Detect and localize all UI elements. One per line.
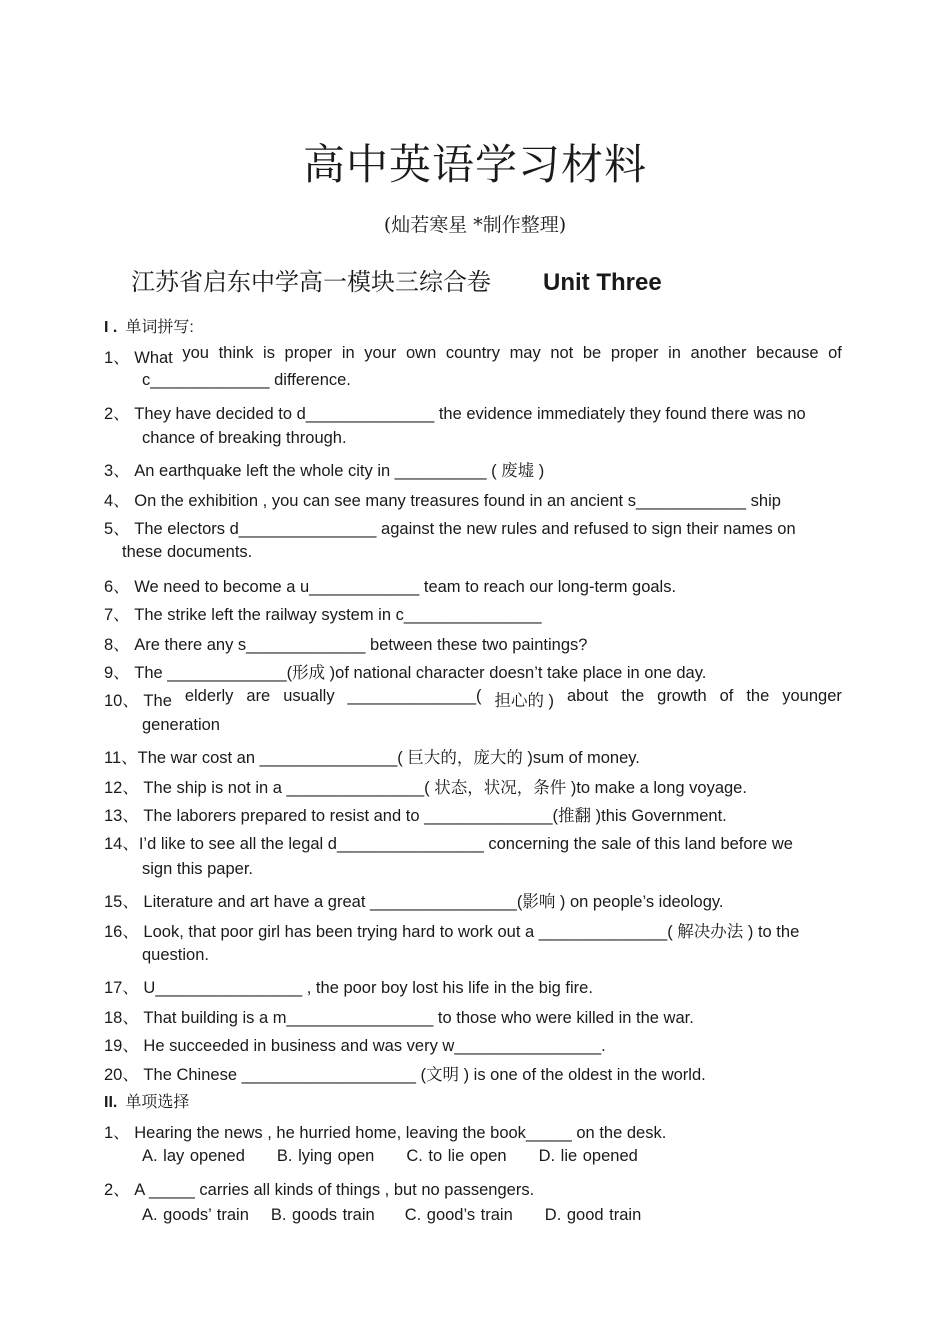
word: is xyxy=(263,344,275,362)
word: of xyxy=(828,344,842,362)
mc-question-1-options xyxy=(142,1147,670,1166)
word: in xyxy=(341,344,355,362)
word: be xyxy=(582,344,602,362)
word: 1、 What xyxy=(104,349,173,367)
question-9: 9、 The _____________(形成 )of national character doesn’t take place in one day. xyxy=(104,664,707,682)
question-2-line-2: chance of breaking through. xyxy=(142,429,347,447)
word: 10、 The xyxy=(104,692,172,710)
question-14-line-2: sign this paper. xyxy=(142,860,253,878)
word: your xyxy=(364,344,397,362)
word: ______________( xyxy=(347,687,482,705)
word: about xyxy=(567,687,609,705)
word: 担心的 ) xyxy=(494,692,555,710)
word: think xyxy=(218,344,254,362)
option-d: D. lie opened xyxy=(538,1147,638,1165)
mc-question-2-options xyxy=(142,1206,673,1225)
word: the xyxy=(621,687,645,705)
question-3: 3、 An earthquake left the whole city in __________ ( 废墟 ) xyxy=(104,462,545,480)
unit-label: Unit Three xyxy=(543,269,662,296)
question-16-line-1: 16、 Look, that poor girl has been trying hard to work out a ______________( 解决办法 ) to the xyxy=(104,923,800,941)
option-b: B. lying open xyxy=(276,1147,375,1165)
word: another xyxy=(690,344,747,362)
word: proper xyxy=(610,344,659,362)
exam-title-text: 江苏省启东中学高一模块三综合卷 xyxy=(131,268,491,296)
word: growth xyxy=(657,687,707,705)
section-label: 单项选择 xyxy=(125,1094,190,1111)
question-1-line-2: c_____________ difference. xyxy=(142,371,351,389)
word: elderly xyxy=(184,687,234,705)
section-number: I . xyxy=(104,319,118,336)
question-11: 11、The war cost an _______________( 巨大的，庞大的 )sum of money. xyxy=(104,749,640,767)
word: own xyxy=(405,344,437,362)
question-14-line-1: 14、I’d like to see all the legal d________________ concerning the sale of this land before we xyxy=(104,835,793,853)
word: of xyxy=(719,687,734,705)
question-10-line-2: generation xyxy=(142,716,220,734)
option-a: A. lay opened xyxy=(142,1147,245,1165)
word: because xyxy=(756,344,819,362)
section-label: 单词拼写: xyxy=(125,319,194,336)
mc-question-2-stem: 2、 A _____ carries all kinds of things , but no passengers. xyxy=(104,1181,535,1199)
word: younger xyxy=(782,687,842,705)
word: are xyxy=(246,687,271,705)
question-20: 20、 The Chinese ___________________ (文明 ) is one of the oldest in the world. xyxy=(104,1066,706,1084)
question-12: 12、 The ship is not in a _______________( 状态，状况，条件 )to make a long voyage. xyxy=(104,779,747,797)
option-c: C. to lie open xyxy=(406,1147,507,1165)
question-2-line-1: 2、 They have decided to d______________ the evidence immediately they found there was no xyxy=(104,405,806,423)
question-13: 13、 The laborers prepared to resist and to ______________(推翻 )this Government. xyxy=(104,807,727,825)
question-8: 8、 Are there any s_____________ between these two paintings? xyxy=(104,636,588,654)
mc-question-1-stem: 1、 Hearing the news , he hurried home, leaving the book_____ on the desk. xyxy=(104,1124,667,1142)
option-b: B. goods train xyxy=(270,1206,375,1224)
word: usually xyxy=(283,687,335,705)
word: in xyxy=(668,344,681,362)
word: you xyxy=(182,344,209,362)
word: country xyxy=(445,344,500,362)
question-5-line-1: 5、 The electors d_______________ against the new rules and refused to sign their names on xyxy=(104,520,796,538)
word: proper xyxy=(284,344,333,362)
option-c: C. good’s train xyxy=(404,1206,513,1224)
question-5-line-2: these documents. xyxy=(122,543,253,561)
word: the xyxy=(746,687,770,705)
question-16-line-2: question. xyxy=(142,946,209,964)
section-heading-multiple-choice xyxy=(104,1089,189,1112)
option-d: D. good train xyxy=(544,1206,642,1224)
page-subtitle: (灿若寒星 *制作整理) xyxy=(383,214,567,236)
section-number: II. xyxy=(104,1094,118,1111)
section-heading-spelling xyxy=(104,314,194,337)
page-title: 高中英语学习材料 xyxy=(302,140,647,189)
question-15: 15、 Literature and art have a great ________________(影响 ) on people’s ideology. xyxy=(104,893,724,911)
question-19: 19、 He succeeded in business and was very w________________. xyxy=(104,1037,606,1055)
question-10-line-1 xyxy=(104,687,842,711)
word: not xyxy=(550,344,574,362)
question-1-line-1 xyxy=(104,344,842,368)
question-7: 7、 The strike left the railway system in c_______________ xyxy=(104,606,542,624)
word: may xyxy=(509,344,541,362)
exam-title xyxy=(131,262,662,297)
option-a: A. goods’ train xyxy=(142,1206,249,1224)
question-6: 6、 We need to become a u____________ team to reach our long-term goals. xyxy=(104,578,677,596)
question-4: 4、 On the exhibition , you can see many treasures found in an ancient s____________ ship xyxy=(104,492,781,510)
question-18: 18、 That building is a m________________ to those who were killed in the war. xyxy=(104,1009,694,1027)
question-17: 17、 U________________ , the poor boy lost his life in the big fire. xyxy=(104,979,593,997)
